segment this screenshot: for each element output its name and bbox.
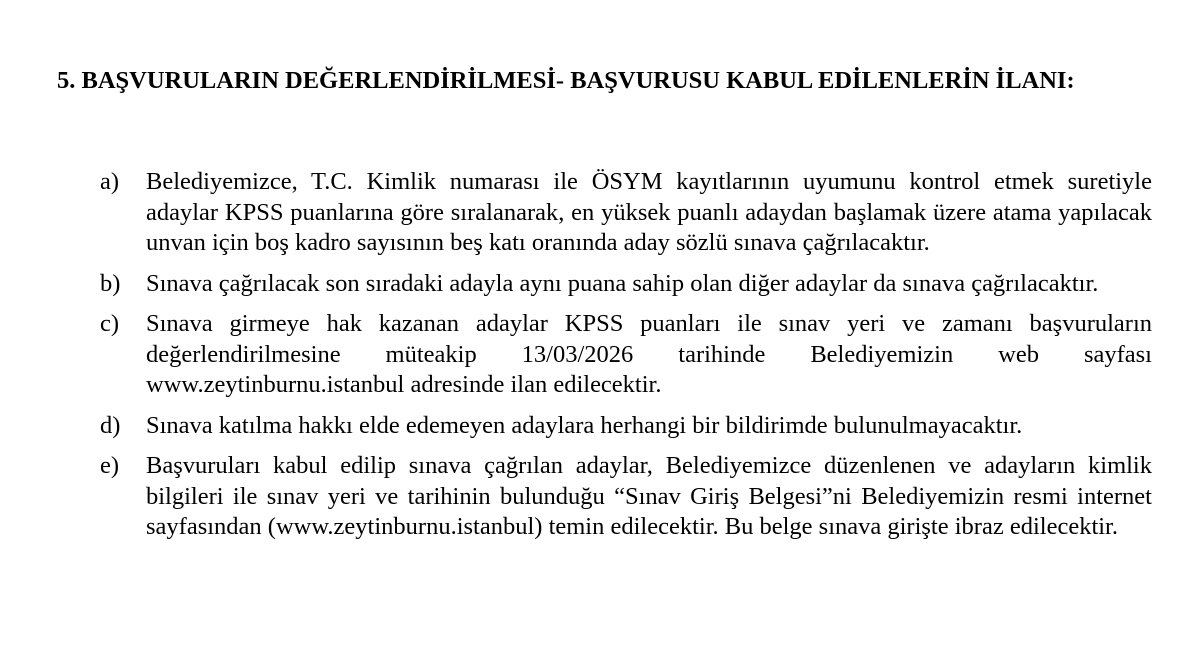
item-marker: c) [100, 310, 120, 337]
item-marker: b) [100, 269, 121, 297]
list-item-e [100, 451, 1152, 543]
list-item-b [100, 269, 1152, 300]
item-marker: a) [100, 168, 120, 195]
section-heading: 5. BAŞVURULARIN DEĞERLENDİRİLMESİ- BAŞVURUSU KABUL EDİLENLERİN İLANI: [57, 67, 1075, 94]
item-text: Belediyemizce, T.C. Kimlik numarası ile ÖSYM kayıtlarının uyumunu kontrol etmek suretiyle adaylar KPSS puanlarına göre sıralanarak, en yüksek puanlı adaydan başlamak üzere atama yapılacak unvan için boş kadro sayısının beş katı oranında aday sözlü sınava çağrılacaktır. [146, 168, 1152, 256]
item-text: Başvuruları kabul edilip sınava çağrılan adaylar, Belediyemizce düzenlenen ve adayların kimlik bilgileri ile sınav yeri ve tarihinin bulunduğu “Sınav Giriş Belgesi”ni Belediyemizin resmi internet sayfasından (www.zeytinburnu.istanbul) temin edilecektir. Bu belge sınava girişte ibraz edilecektir. [146, 452, 1152, 540]
item-text: Sınava girmeye hak kazanan adaylar KPSS puanları ile sınav yeri ve zamanı başvuruların değerlendirilmesine müteakip 13/03/2026 tarihinde Belediyemizin web sayfası www.zeytinburnu.istanbul adresinde ilan edilecektir. [146, 310, 1152, 398]
item-text: Sınava katılma hakkı elde edemeyen adaylara herhangi bir bildirimde bulunulmayacaktır. [146, 411, 1023, 439]
item-text: Sınava çağrılacak son sıradaki adayla aynı puana sahip olan diğer adaylar da sınava çağrılacaktır. [146, 269, 1099, 297]
item-marker: e) [100, 452, 120, 479]
list-item-a [100, 167, 1152, 259]
list-item-d [100, 411, 1152, 442]
item-list [100, 167, 1152, 543]
item-marker: d) [100, 411, 121, 439]
list-item-c [100, 309, 1152, 401]
